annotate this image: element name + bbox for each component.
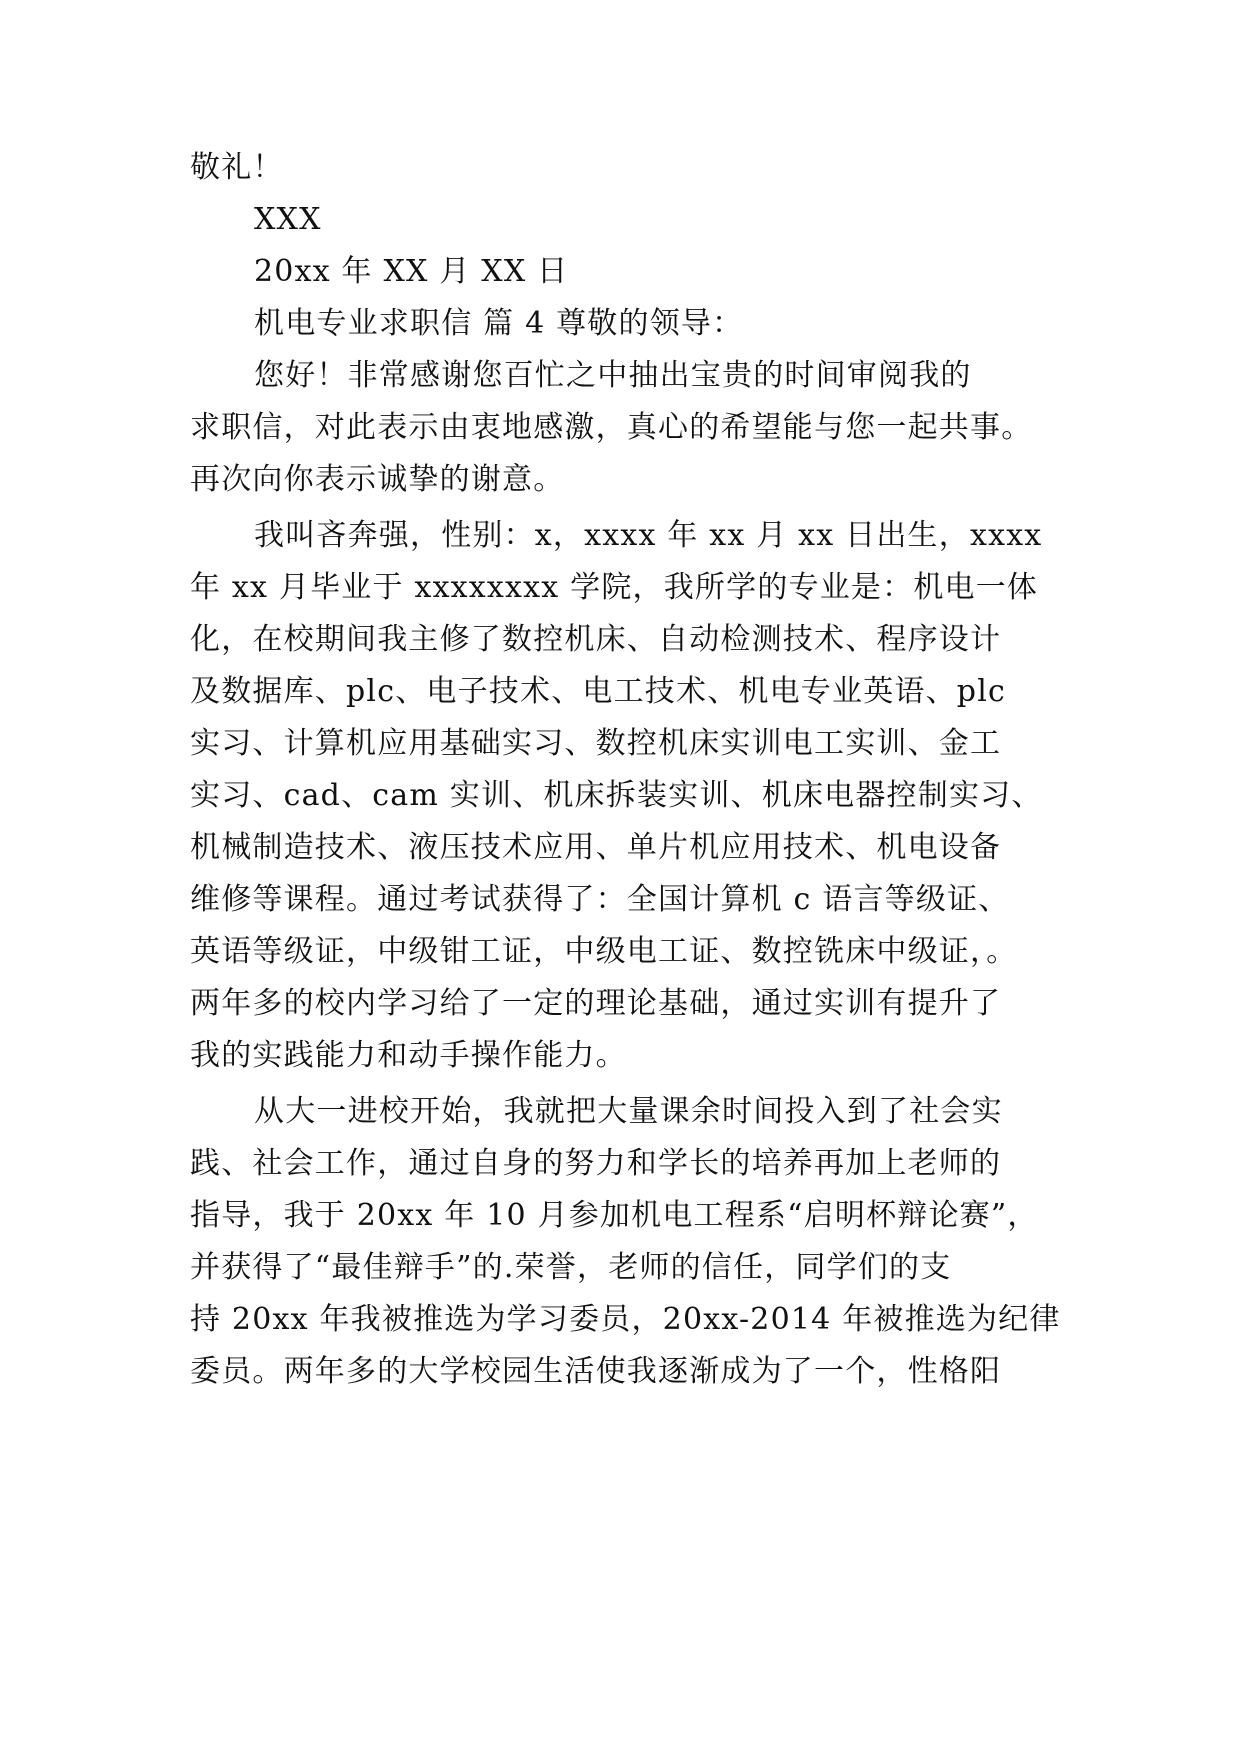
paragraph-line: 指导，我于 20xx 年 10 月参加机电工程系“启明杯辩论赛”， bbox=[190, 1198, 1039, 1233]
paragraph-line: 及数据库、plc、电子技术、电工技术、机电专业英语、plc bbox=[190, 674, 1007, 709]
paragraph-line: 委员。两年多的大学校园生活使我逐渐成为了一个，性格阳 bbox=[190, 1354, 1002, 1389]
paragraph-line: 英语等级证，中级钳工证，中级电工证、数控铣床中级证，。 bbox=[190, 934, 1018, 969]
paragraph-line: 两年多的校内学习给了一定的理论基础，通过实训有提升了 bbox=[190, 986, 1002, 1021]
paragraph-line: 年 xx 月毕业于 xxxxxxxx 学院，我所学的专业是：机电一体 bbox=[190, 570, 1039, 605]
paragraph-line: 您好！非常感谢您百忙之中抽出宝贵的时间审阅我的 bbox=[254, 358, 972, 393]
paragraph-line: 维修等课程。通过考试获得了：全国计算机 c 语言等级证、 bbox=[190, 882, 1010, 917]
paragraph-line: 我叫吝奔强，性别：x，xxxx 年 xx 月 xx 日出生，xxxx bbox=[254, 518, 1043, 553]
paragraph-line: 机械制造技术、液压技术应用、单片机应用技术、机电设备 bbox=[190, 830, 1002, 865]
paragraph-line: 我的实践能力和动手操作能力。 bbox=[190, 1038, 627, 1073]
paragraph-line: 从大一进校开始，我就把大量课余时间投入到了社会实 bbox=[254, 1094, 1003, 1129]
paragraph-line: 求职信，对此表示由衷地感激，真心的希望能与您一起共事。 bbox=[190, 410, 1033, 445]
paragraph-line: 并获得了“最佳辩手”的.荣誉，老师的信任，同学们的支 bbox=[190, 1250, 952, 1285]
paragraph-line: 实习、计算机应用基础实习、数控机床实训电工实训、金工 bbox=[190, 726, 1002, 761]
paragraph-line: 化，在校期间我主修了数控机床、自动检测技术、程序设计 bbox=[190, 622, 1002, 657]
closing-line: 敬礼！ bbox=[190, 150, 284, 185]
signature-line: XXX bbox=[254, 202, 322, 237]
paragraph-line: 实习、cad、cam 实训、机床拆装实训、机床电器控制实习、 bbox=[190, 778, 1043, 813]
paragraph-line: 持 20xx 年我被推选为学习委员，20xx-2014 年被推选为纪律 bbox=[190, 1302, 1061, 1337]
paragraph-line: 践、社会工作，通过自身的努力和学长的培养再加上老师的 bbox=[190, 1146, 1002, 1181]
section-heading: 机电专业求职信 篇 4 尊敬的领导： bbox=[254, 306, 744, 341]
paragraph-line: 再次向你表示诚挚的谢意。 bbox=[190, 462, 565, 497]
date-line: 20xx 年 XX 月 XX 日 bbox=[254, 254, 569, 289]
